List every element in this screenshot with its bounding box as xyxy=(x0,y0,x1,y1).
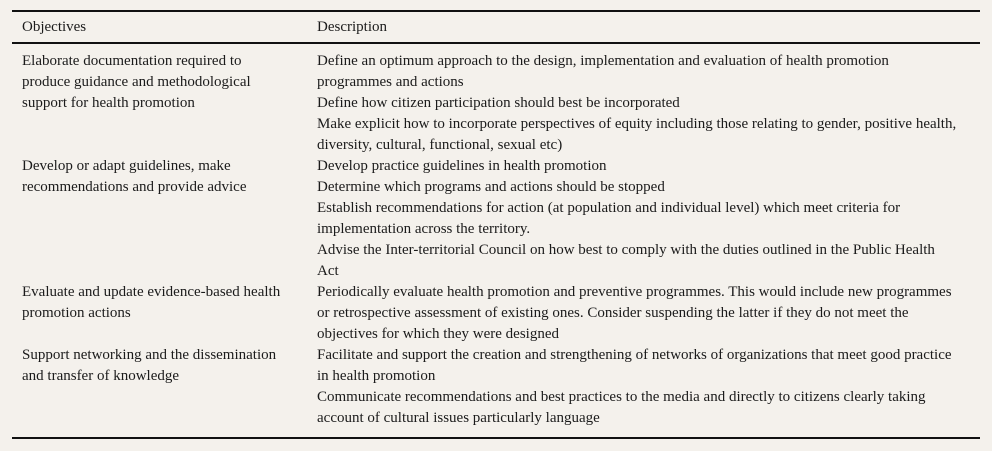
description-cell xyxy=(307,51,980,156)
table-row xyxy=(12,345,980,429)
description-item: Make explicit how to incorporate perspectives of equity including those relating to gender, positive health, diversity, cultural, functional, sexual etc) xyxy=(317,116,957,153)
objective-cell: Support networking and the dissemination and transfer of knowledge xyxy=(22,347,277,384)
description-cell xyxy=(307,156,980,282)
description-item: Facilitate and support the creation and strengthening of networks of organizations that meet good practice in health promotion xyxy=(317,347,952,384)
table-body xyxy=(12,44,980,437)
description-item: Define how citizen participation should best be incorporated xyxy=(317,95,680,111)
objective-cell: Evaluate and update evidence-based health promotion actions xyxy=(22,284,281,321)
objective-cell: Develop or adapt guidelines, make recommendations and provide advice xyxy=(22,158,247,195)
description-item: Define an optimum approach to the design, implementation and evaluation of health promotion programmes and actions xyxy=(317,53,889,90)
description-cell xyxy=(307,345,980,429)
description-item: Develop practice guidelines in health promotion xyxy=(317,158,607,174)
description-item: Determine which programs and actions should be stopped xyxy=(317,179,665,195)
table-row xyxy=(12,156,980,282)
column-header-objectives: Objectives xyxy=(22,19,87,35)
description-item: Advise the Inter-territorial Council on how best to comply with the duties outlined in the Public Health Act xyxy=(317,242,935,279)
objectives-description-table xyxy=(12,10,980,439)
column-header-description: Description xyxy=(317,19,387,35)
description-item: Communicate recommendations and best practices to the media and directly to citizens clearly taking account of cultural issues particularly language xyxy=(317,389,926,426)
table-row xyxy=(12,51,980,156)
description-cell xyxy=(307,282,980,345)
description-item: Periodically evaluate health promotion and preventive programmes. This would include new programmes or retrospective assessment of existing ones. Consider suspending the latter if they do not meet the objectives for which they were designed xyxy=(317,284,952,342)
description-item: Establish recommendations for action (at population and individual level) which meet criteria for implementation across the territory. xyxy=(317,200,901,237)
objective-cell: Elaborate documentation required to produce guidance and methodological support for health promotion xyxy=(22,53,251,111)
table-header-row xyxy=(12,12,980,44)
table-row xyxy=(12,282,980,345)
